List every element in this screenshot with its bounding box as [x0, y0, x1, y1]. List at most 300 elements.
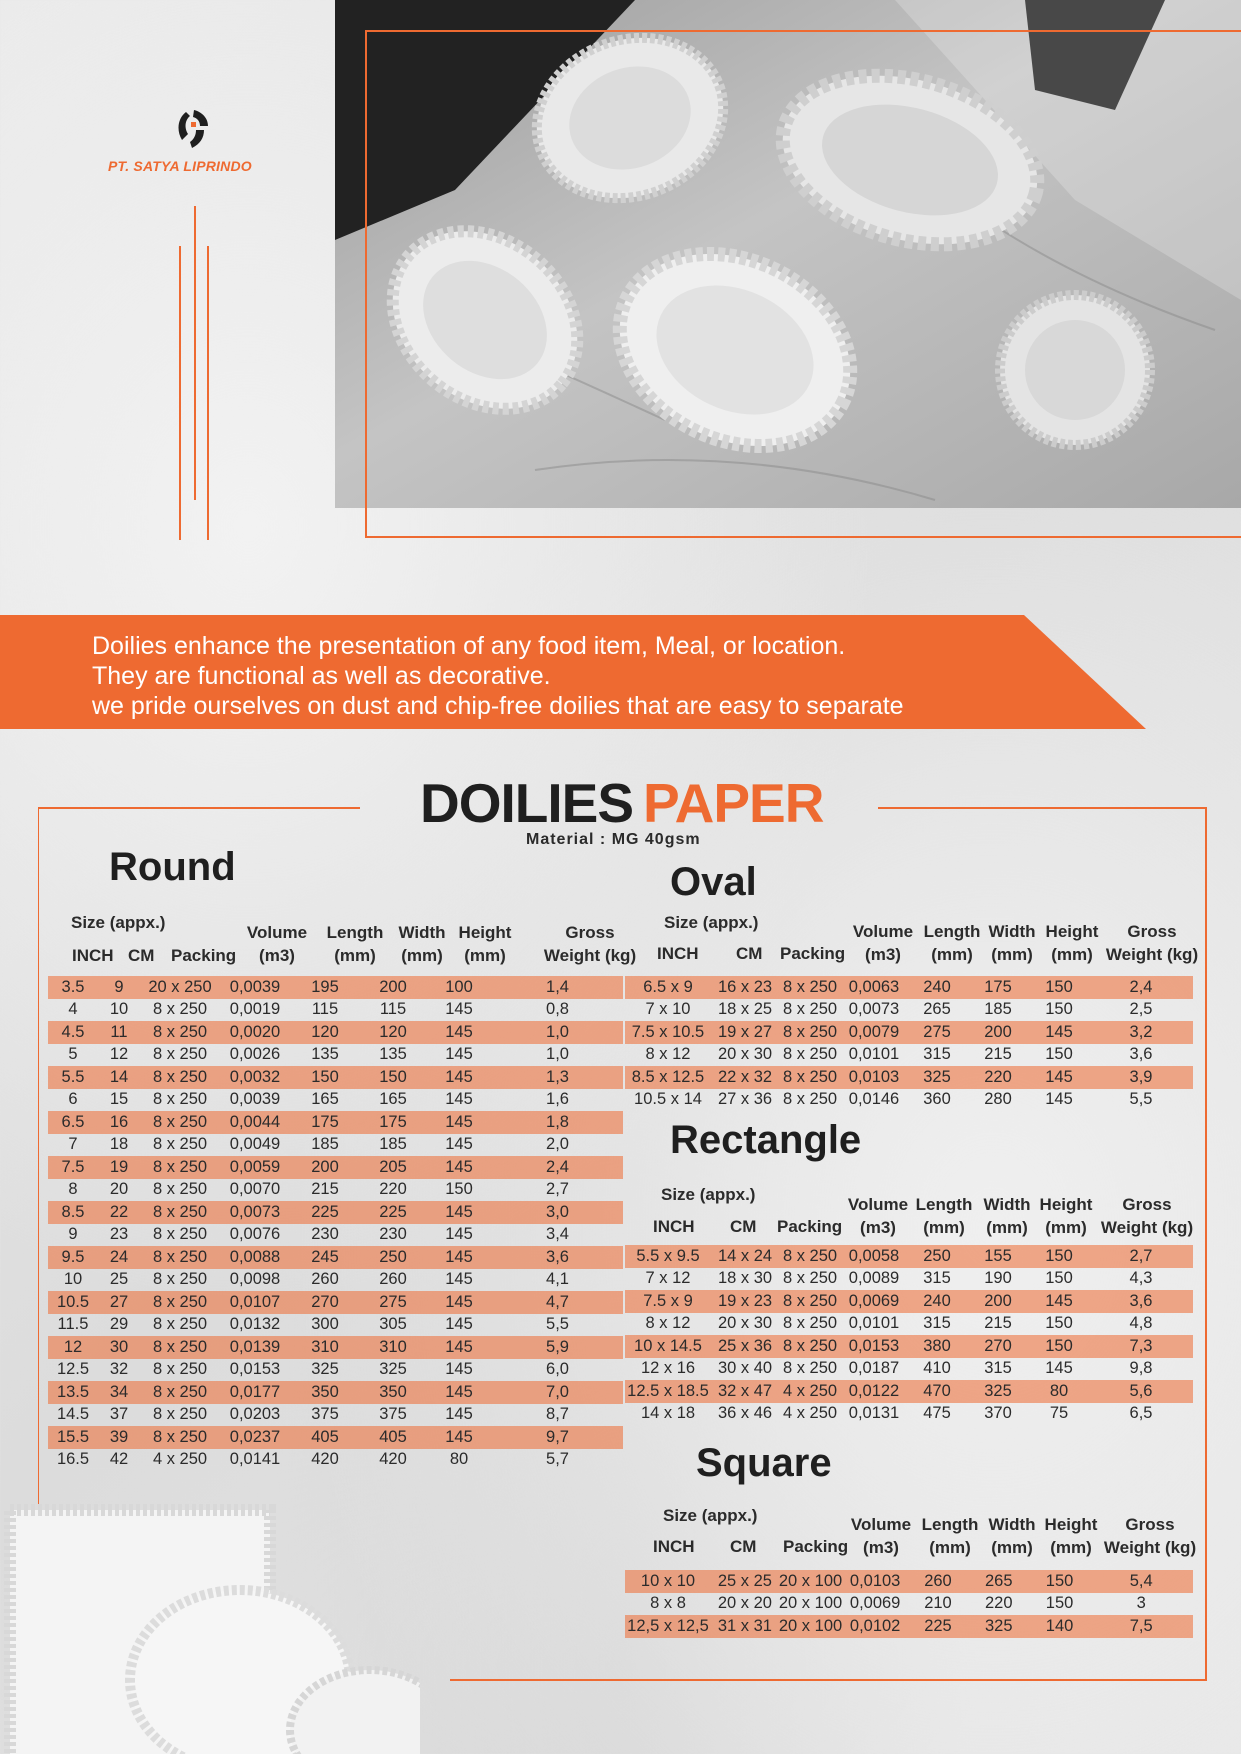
- table-cell: 0,0039: [229, 1090, 281, 1109]
- table-row: [625, 1335, 1193, 1358]
- table-cell: 8 x 250: [140, 1291, 220, 1314]
- table-cell: 165: [379, 1090, 407, 1109]
- table-cell: 155: [967, 1245, 1029, 1268]
- table-row: [48, 1111, 623, 1134]
- decor-line: [207, 246, 209, 540]
- table-cell: 22 x 32: [711, 1066, 779, 1089]
- table-cell: 12 x 16: [640, 1359, 696, 1378]
- banner-line: we pride ourselves on dust and chip-free doilies that are easy to separate: [92, 692, 904, 720]
- table-cell: 145: [445, 1270, 473, 1289]
- table-cell: 8 x 250: [782, 1314, 838, 1333]
- table-cell: 0,0177: [220, 1381, 290, 1404]
- table-cell: 8 x 250: [140, 1426, 220, 1449]
- table-row: [625, 999, 1193, 1022]
- table-cell: 420: [379, 1450, 407, 1469]
- table-cell: 8 x 250: [782, 1090, 838, 1109]
- table-cell: 80: [449, 1450, 469, 1469]
- section-title-square: Square: [696, 1441, 832, 1485]
- table-cell: 10 x 10: [625, 1570, 711, 1593]
- col-header-length: Length (mm): [915, 1195, 973, 1237]
- table-cell: 140: [1030, 1615, 1090, 1638]
- table-row: [625, 1313, 1193, 1336]
- table-cell: 120: [360, 1021, 426, 1044]
- table-cell: 2,5: [1129, 1000, 1153, 1019]
- table-cell: 145: [426, 1336, 492, 1359]
- table-cell: 7 x 12: [645, 1269, 691, 1288]
- table-cell: 9,8: [1129, 1359, 1153, 1378]
- table-row: [48, 1404, 623, 1427]
- table-cell: 200: [967, 1021, 1029, 1044]
- table-row: [48, 1044, 623, 1067]
- table-cell: 4 x 250: [782, 1404, 838, 1423]
- table-cell: 80: [1029, 1380, 1089, 1403]
- company-logo-icon: [172, 108, 216, 150]
- table-cell: 7,5: [1089, 1615, 1193, 1638]
- table-cell: 210: [924, 1594, 952, 1613]
- table-cell: 310: [290, 1336, 360, 1359]
- doilies-decoration: [0, 1490, 420, 1754]
- table-row: [48, 999, 623, 1022]
- banner-text: [92, 631, 1052, 721]
- table-cell: 8 x 250: [152, 1405, 208, 1424]
- table-cell: 0,0073: [220, 1201, 290, 1224]
- table-row: [625, 1615, 1193, 1638]
- title-part-1: DOILIES: [420, 772, 634, 834]
- table-row: [48, 1359, 623, 1382]
- table-cell: 8 x 12: [645, 1045, 691, 1064]
- table-cell: 10: [63, 1270, 83, 1289]
- table-cell: 27: [98, 1291, 140, 1314]
- table-cell: 250: [907, 1245, 967, 1268]
- table-cell: 260: [379, 1270, 407, 1289]
- table-cell: 0,0069: [841, 1290, 907, 1313]
- table-cell: 10: [109, 1000, 129, 1019]
- table-cell: 20 x 20: [717, 1594, 772, 1613]
- table-cell: 7.5 x 9: [625, 1290, 711, 1313]
- table-cell: 7 x 10: [645, 1000, 691, 1019]
- table-cell: 16.5: [56, 1450, 90, 1469]
- table-cell: 2,4: [1089, 976, 1193, 999]
- table-cell: 8 x 250: [779, 1335, 841, 1358]
- table-row: [48, 1291, 623, 1314]
- table-cell: 150: [1030, 1570, 1090, 1593]
- table-row: [48, 1336, 623, 1359]
- decor-line: [179, 246, 181, 540]
- col-header-length: Length (mm): [326, 923, 384, 965]
- table-cell: 8 x 250: [779, 1290, 841, 1313]
- table-cell: 115: [311, 1000, 339, 1019]
- table-cell: 175: [290, 1111, 360, 1134]
- table-cell: 7,3: [1089, 1335, 1193, 1358]
- table-cell: 175: [360, 1111, 426, 1134]
- table-cell: 8 x 250: [152, 1360, 208, 1379]
- section-title-round: Round: [109, 845, 236, 889]
- col-header-gross-weight: Gross Weight (kg): [543, 923, 637, 965]
- table-cell: 0,0132: [229, 1315, 281, 1334]
- table-cell: 0,0131: [848, 1404, 900, 1423]
- table-cell: 145: [1029, 1290, 1089, 1313]
- col-header-inch: INCH: [657, 944, 699, 963]
- table-cell: 280: [984, 1090, 1012, 1109]
- table-cell: 3,4: [546, 1225, 569, 1244]
- size-label: Size (appx.): [71, 913, 166, 932]
- table-cell: 0,0237: [220, 1426, 290, 1449]
- table-cell: 325: [907, 1066, 967, 1089]
- table-row: [48, 1426, 623, 1449]
- table-cell: 10 x 14.5: [625, 1335, 711, 1358]
- table-cell: 0,0088: [220, 1246, 290, 1269]
- table-cell: 8 x 250: [152, 1270, 208, 1289]
- table-cell: 145: [426, 1381, 492, 1404]
- table-cell: 8 x 250: [782, 1359, 838, 1378]
- col-header-volume: Volume (m3): [852, 922, 914, 964]
- table-row: [48, 1246, 623, 1269]
- table-cell: 8 x 250: [140, 1021, 220, 1044]
- table-cell: 24: [98, 1246, 140, 1269]
- table-cell: 8 x 250: [152, 1000, 208, 1019]
- table-cell: 145: [445, 1045, 473, 1064]
- table-cell: 3,6: [1089, 1290, 1193, 1313]
- col-header-gross-weight: Gross Weight (kg): [1105, 922, 1199, 964]
- table-cell: 0,0069: [849, 1594, 901, 1613]
- table-cell: 3,2: [1089, 1021, 1193, 1044]
- table-cell: 30 x 40: [717, 1359, 773, 1378]
- table-cell: 12,5 x 12,5: [625, 1615, 711, 1638]
- company-name: PT. SATYA LIPRINDO: [108, 158, 252, 174]
- table-cell: 0,0044: [220, 1111, 290, 1134]
- table-cell: 6.5: [48, 1111, 98, 1134]
- table-cell: 315: [923, 1314, 951, 1333]
- table-cell: 10.5: [48, 1291, 98, 1314]
- table-cell: 250: [360, 1246, 426, 1269]
- table-cell: 145: [1029, 1021, 1089, 1044]
- size-label: Size (appx.): [664, 913, 759, 932]
- table-row: [48, 1201, 623, 1224]
- table-cell: 275: [907, 1021, 967, 1044]
- table-cell: 0,0079: [841, 1021, 907, 1044]
- table-cell: 5,9: [492, 1336, 623, 1359]
- table-cell: 23: [109, 1225, 129, 1244]
- table-cell: 25: [109, 1270, 129, 1289]
- table-cell: 20 x 100: [779, 1570, 842, 1593]
- col-header-length: Length (mm): [921, 1515, 979, 1557]
- table-cell: 0,0153: [841, 1335, 907, 1358]
- table-cell: 375: [379, 1405, 407, 1424]
- table-row: [625, 1380, 1193, 1403]
- table-cell: 1,6: [546, 1090, 569, 1109]
- table-cell: 20 x 100: [778, 1594, 843, 1613]
- table-cell: 75: [1049, 1404, 1069, 1423]
- table-row: [48, 976, 623, 999]
- table-cell: 350: [290, 1381, 360, 1404]
- table-cell: 20: [109, 1180, 129, 1199]
- table-cell: 5,5: [546, 1315, 569, 1334]
- table-cell: 245: [290, 1246, 360, 1269]
- table-cell: 5,5: [1129, 1090, 1153, 1109]
- table-cell: 18 x 25: [717, 1000, 773, 1019]
- col-header-height: Height (mm): [1045, 922, 1099, 964]
- table-cell: 175: [967, 976, 1029, 999]
- table-cell: 8 x 250: [152, 1315, 208, 1334]
- table-cell: 8 x 250: [140, 1156, 220, 1179]
- table-cell: 4.5: [48, 1021, 98, 1044]
- table-cell: 145: [445, 1405, 473, 1424]
- table-cell: 205: [360, 1156, 426, 1179]
- table-cell: 165: [311, 1090, 339, 1109]
- table-cell: 20 x 250: [140, 976, 220, 999]
- table-cell: 20 x 100: [779, 1615, 842, 1638]
- decor-line: [194, 206, 196, 500]
- table-cell: 1,8: [492, 1111, 623, 1134]
- table-row: [625, 1245, 1193, 1268]
- photo-frame: [365, 30, 1241, 538]
- table-cell: 5,4: [1089, 1570, 1193, 1593]
- table-cell: 150: [445, 1180, 473, 1199]
- col-header-cm: CM: [730, 1217, 757, 1236]
- table-cell: 37: [109, 1405, 129, 1424]
- table-cell: 8 x 250: [152, 1135, 208, 1154]
- col-header-packing: Packing: [783, 1537, 849, 1556]
- table-cell: 15.5: [48, 1426, 98, 1449]
- table-cell: 19 x 23: [711, 1290, 779, 1313]
- col-header-length: Length (mm): [923, 922, 981, 964]
- table-cell: 0,0070: [229, 1180, 281, 1199]
- oval-table: [625, 976, 1193, 1111]
- table-cell: 0,0063: [841, 976, 907, 999]
- table-cell: 0,0032: [220, 1066, 290, 1089]
- round-table: [48, 976, 623, 1471]
- table-cell: 13.5: [48, 1381, 98, 1404]
- table-cell: 475: [923, 1404, 951, 1423]
- table-cell: 270: [967, 1335, 1029, 1358]
- table-row: [48, 1179, 623, 1202]
- table-cell: 19: [98, 1156, 140, 1179]
- table-cell: 12: [48, 1336, 98, 1359]
- table-cell: 420: [311, 1450, 339, 1469]
- table-cell: 225: [290, 1201, 360, 1224]
- table-cell: 0,0103: [841, 1066, 907, 1089]
- table-cell: 11: [98, 1021, 140, 1044]
- table-cell: 220: [985, 1594, 1013, 1613]
- table-cell: 8 x 12: [645, 1314, 691, 1333]
- table-cell: 8 x 250: [140, 1066, 220, 1089]
- table-cell: 145: [1045, 1359, 1073, 1378]
- table-cell: 0,0153: [229, 1360, 281, 1379]
- table-cell: 32 x 47: [711, 1380, 779, 1403]
- table-cell: 185: [984, 1000, 1012, 1019]
- col-header-cm: CM: [730, 1537, 757, 1556]
- table-cell: 145: [426, 1291, 492, 1314]
- col-header-height: Height (mm): [1044, 1515, 1098, 1557]
- table-cell: 310: [360, 1336, 426, 1359]
- table-cell: 8 x 8: [650, 1594, 686, 1613]
- table-cell: 2,0: [546, 1135, 569, 1154]
- table-cell: 3,0: [492, 1201, 623, 1224]
- table-cell: 3.5: [48, 976, 98, 999]
- table-cell: 405: [290, 1426, 360, 1449]
- table-cell: 315: [923, 1045, 951, 1064]
- table-row: [48, 1066, 623, 1089]
- table-cell: 405: [360, 1426, 426, 1449]
- table-cell: 215: [984, 1045, 1012, 1064]
- table-cell: 240: [907, 1290, 967, 1313]
- table-cell: 5.5: [48, 1066, 98, 1089]
- table-row: [48, 1314, 623, 1337]
- banner-line: Doilies enhance the presentation of any food item, Meal, or location.: [92, 632, 846, 660]
- col-header-width: Width (mm): [988, 922, 1036, 964]
- table-cell: 5,7: [546, 1450, 569, 1469]
- table-cell: 0,8: [546, 1000, 569, 1019]
- table-cell: 31 x 31: [711, 1615, 779, 1638]
- table-cell: 220: [379, 1180, 407, 1199]
- table-cell: 145: [426, 1156, 492, 1179]
- table-cell: 1,3: [492, 1066, 623, 1089]
- table-cell: 145: [426, 1201, 492, 1224]
- table-cell: 8.5 x 12.5: [625, 1066, 711, 1089]
- table-row: [625, 1593, 1193, 1616]
- banner-line: They are functional as well as decorative.: [92, 662, 551, 690]
- table-cell: 145: [426, 1021, 492, 1044]
- table-cell: 145: [1029, 1066, 1089, 1089]
- table-cell: 145: [426, 1246, 492, 1269]
- table-cell: 0,0141: [229, 1450, 281, 1469]
- table-cell: 0,0073: [848, 1000, 900, 1019]
- table-cell: 0,0187: [848, 1359, 900, 1378]
- material-label: Material : MG 40gsm: [526, 831, 701, 848]
- table-cell: 350: [360, 1381, 426, 1404]
- table-cell: 1,0: [492, 1021, 623, 1044]
- table-cell: 260: [311, 1270, 339, 1289]
- table-cell: 7: [68, 1135, 78, 1154]
- table-cell: 7.5: [48, 1156, 98, 1179]
- col-header-volume: Volume (m3): [847, 1195, 909, 1237]
- table-cell: 0,0039: [220, 976, 290, 999]
- table-cell: 150: [1045, 1269, 1073, 1288]
- table-cell: 1,4: [492, 976, 623, 999]
- table-cell: 8: [68, 1180, 78, 1199]
- rectangle-table: [625, 1245, 1193, 1425]
- table-cell: 150: [1045, 1045, 1073, 1064]
- table-cell: 20 x 30: [717, 1045, 773, 1064]
- col-header-packing: Packing: [777, 1217, 843, 1236]
- table-row: [48, 1269, 623, 1292]
- table-cell: 145: [426, 1426, 492, 1449]
- table-cell: 145: [445, 1225, 473, 1244]
- table-cell: 2,7: [546, 1180, 569, 1199]
- table-cell: 3,9: [1089, 1066, 1193, 1089]
- table-cell: 145: [426, 1066, 492, 1089]
- table-row: [48, 1021, 623, 1044]
- table-cell: 2,7: [1089, 1245, 1193, 1268]
- size-label: Size (appx.): [661, 1185, 756, 1204]
- table-cell: 305: [379, 1315, 407, 1334]
- table-cell: 7.5 x 10.5: [625, 1021, 711, 1044]
- table-cell: 0,0049: [229, 1135, 281, 1154]
- table-row: [48, 1089, 623, 1112]
- table-row: [48, 1156, 623, 1179]
- table-cell: 370: [984, 1404, 1012, 1423]
- table-cell: 14 x 18: [640, 1404, 696, 1423]
- table-cell: 14: [98, 1066, 140, 1089]
- table-cell: 32: [109, 1360, 129, 1379]
- table-cell: 0,0026: [229, 1045, 281, 1064]
- table-cell: 14 x 24: [711, 1245, 779, 1268]
- col-header-width: Width (mm): [988, 1515, 1036, 1557]
- table-cell: 12.5: [56, 1360, 90, 1379]
- table-cell: 16: [98, 1111, 140, 1134]
- table-cell: 11.5: [57, 1315, 89, 1334]
- table-cell: 8,7: [546, 1405, 569, 1424]
- table-cell: 4,1: [546, 1270, 569, 1289]
- table-cell: 120: [290, 1021, 360, 1044]
- table-cell: 1,0: [546, 1045, 569, 1064]
- table-cell: 25 x 36: [711, 1335, 779, 1358]
- table-cell: 3,6: [492, 1246, 623, 1269]
- table-cell: 270: [290, 1291, 360, 1314]
- table-cell: 9.5: [48, 1246, 98, 1269]
- table-cell: 18: [109, 1135, 129, 1154]
- col-header-volume: Volume (m3): [246, 923, 308, 965]
- col-header-width: Width (mm): [398, 923, 446, 965]
- table-cell: 215: [311, 1180, 339, 1199]
- table-cell: 8 x 250: [779, 1021, 841, 1044]
- table-cell: 0,0203: [229, 1405, 281, 1424]
- table-cell: 6.5 x 9: [625, 976, 711, 999]
- table-cell: 150: [290, 1066, 360, 1089]
- table-cell: 15: [109, 1090, 129, 1109]
- table-cell: 5.5 x 9.5: [625, 1245, 711, 1268]
- table-cell: 9: [98, 976, 140, 999]
- table-cell: 5,6: [1089, 1380, 1193, 1403]
- table-cell: 9: [68, 1225, 78, 1244]
- table-cell: 29: [109, 1315, 129, 1334]
- table-cell: 8 x 250: [782, 1269, 838, 1288]
- table-cell: 0,0020: [220, 1021, 290, 1044]
- col-header-packing: Packing: [171, 946, 237, 965]
- table-cell: 8 x 250: [152, 1180, 208, 1199]
- table-cell: 145: [1045, 1090, 1073, 1109]
- table-cell: 8 x 250: [140, 1111, 220, 1134]
- table-cell: 200: [290, 1156, 360, 1179]
- table-cell: 8 x 250: [779, 1066, 841, 1089]
- col-header-inch: INCH: [72, 946, 114, 965]
- table-cell: 4,7: [492, 1291, 623, 1314]
- table-cell: 190: [984, 1269, 1012, 1288]
- table-cell: 0,0019: [229, 1000, 281, 1019]
- table-cell: 0,0122: [841, 1380, 907, 1403]
- table-cell: 39: [98, 1426, 140, 1449]
- table-cell: 25 x 25: [711, 1570, 779, 1593]
- table-cell: 8.5: [48, 1201, 98, 1224]
- table-cell: 150: [1045, 1000, 1073, 1019]
- table-cell: 30: [98, 1336, 140, 1359]
- table-cell: 0,0076: [229, 1225, 281, 1244]
- table-cell: 265: [923, 1000, 951, 1019]
- table-row: [625, 1089, 1193, 1112]
- table-cell: 375: [311, 1405, 339, 1424]
- table-cell: 135: [311, 1045, 339, 1064]
- table-cell: 220: [967, 1066, 1029, 1089]
- col-header-height: Height (mm): [458, 923, 512, 965]
- table-cell: 150: [1029, 1335, 1089, 1358]
- table-cell: 185: [379, 1135, 407, 1154]
- table-cell: 225: [908, 1615, 968, 1638]
- table-cell: 8 x 250: [152, 1090, 208, 1109]
- table-cell: 0,0089: [848, 1269, 900, 1288]
- table-cell: 100: [426, 976, 492, 999]
- table-cell: 225: [360, 1201, 426, 1224]
- table-row: [48, 1134, 623, 1157]
